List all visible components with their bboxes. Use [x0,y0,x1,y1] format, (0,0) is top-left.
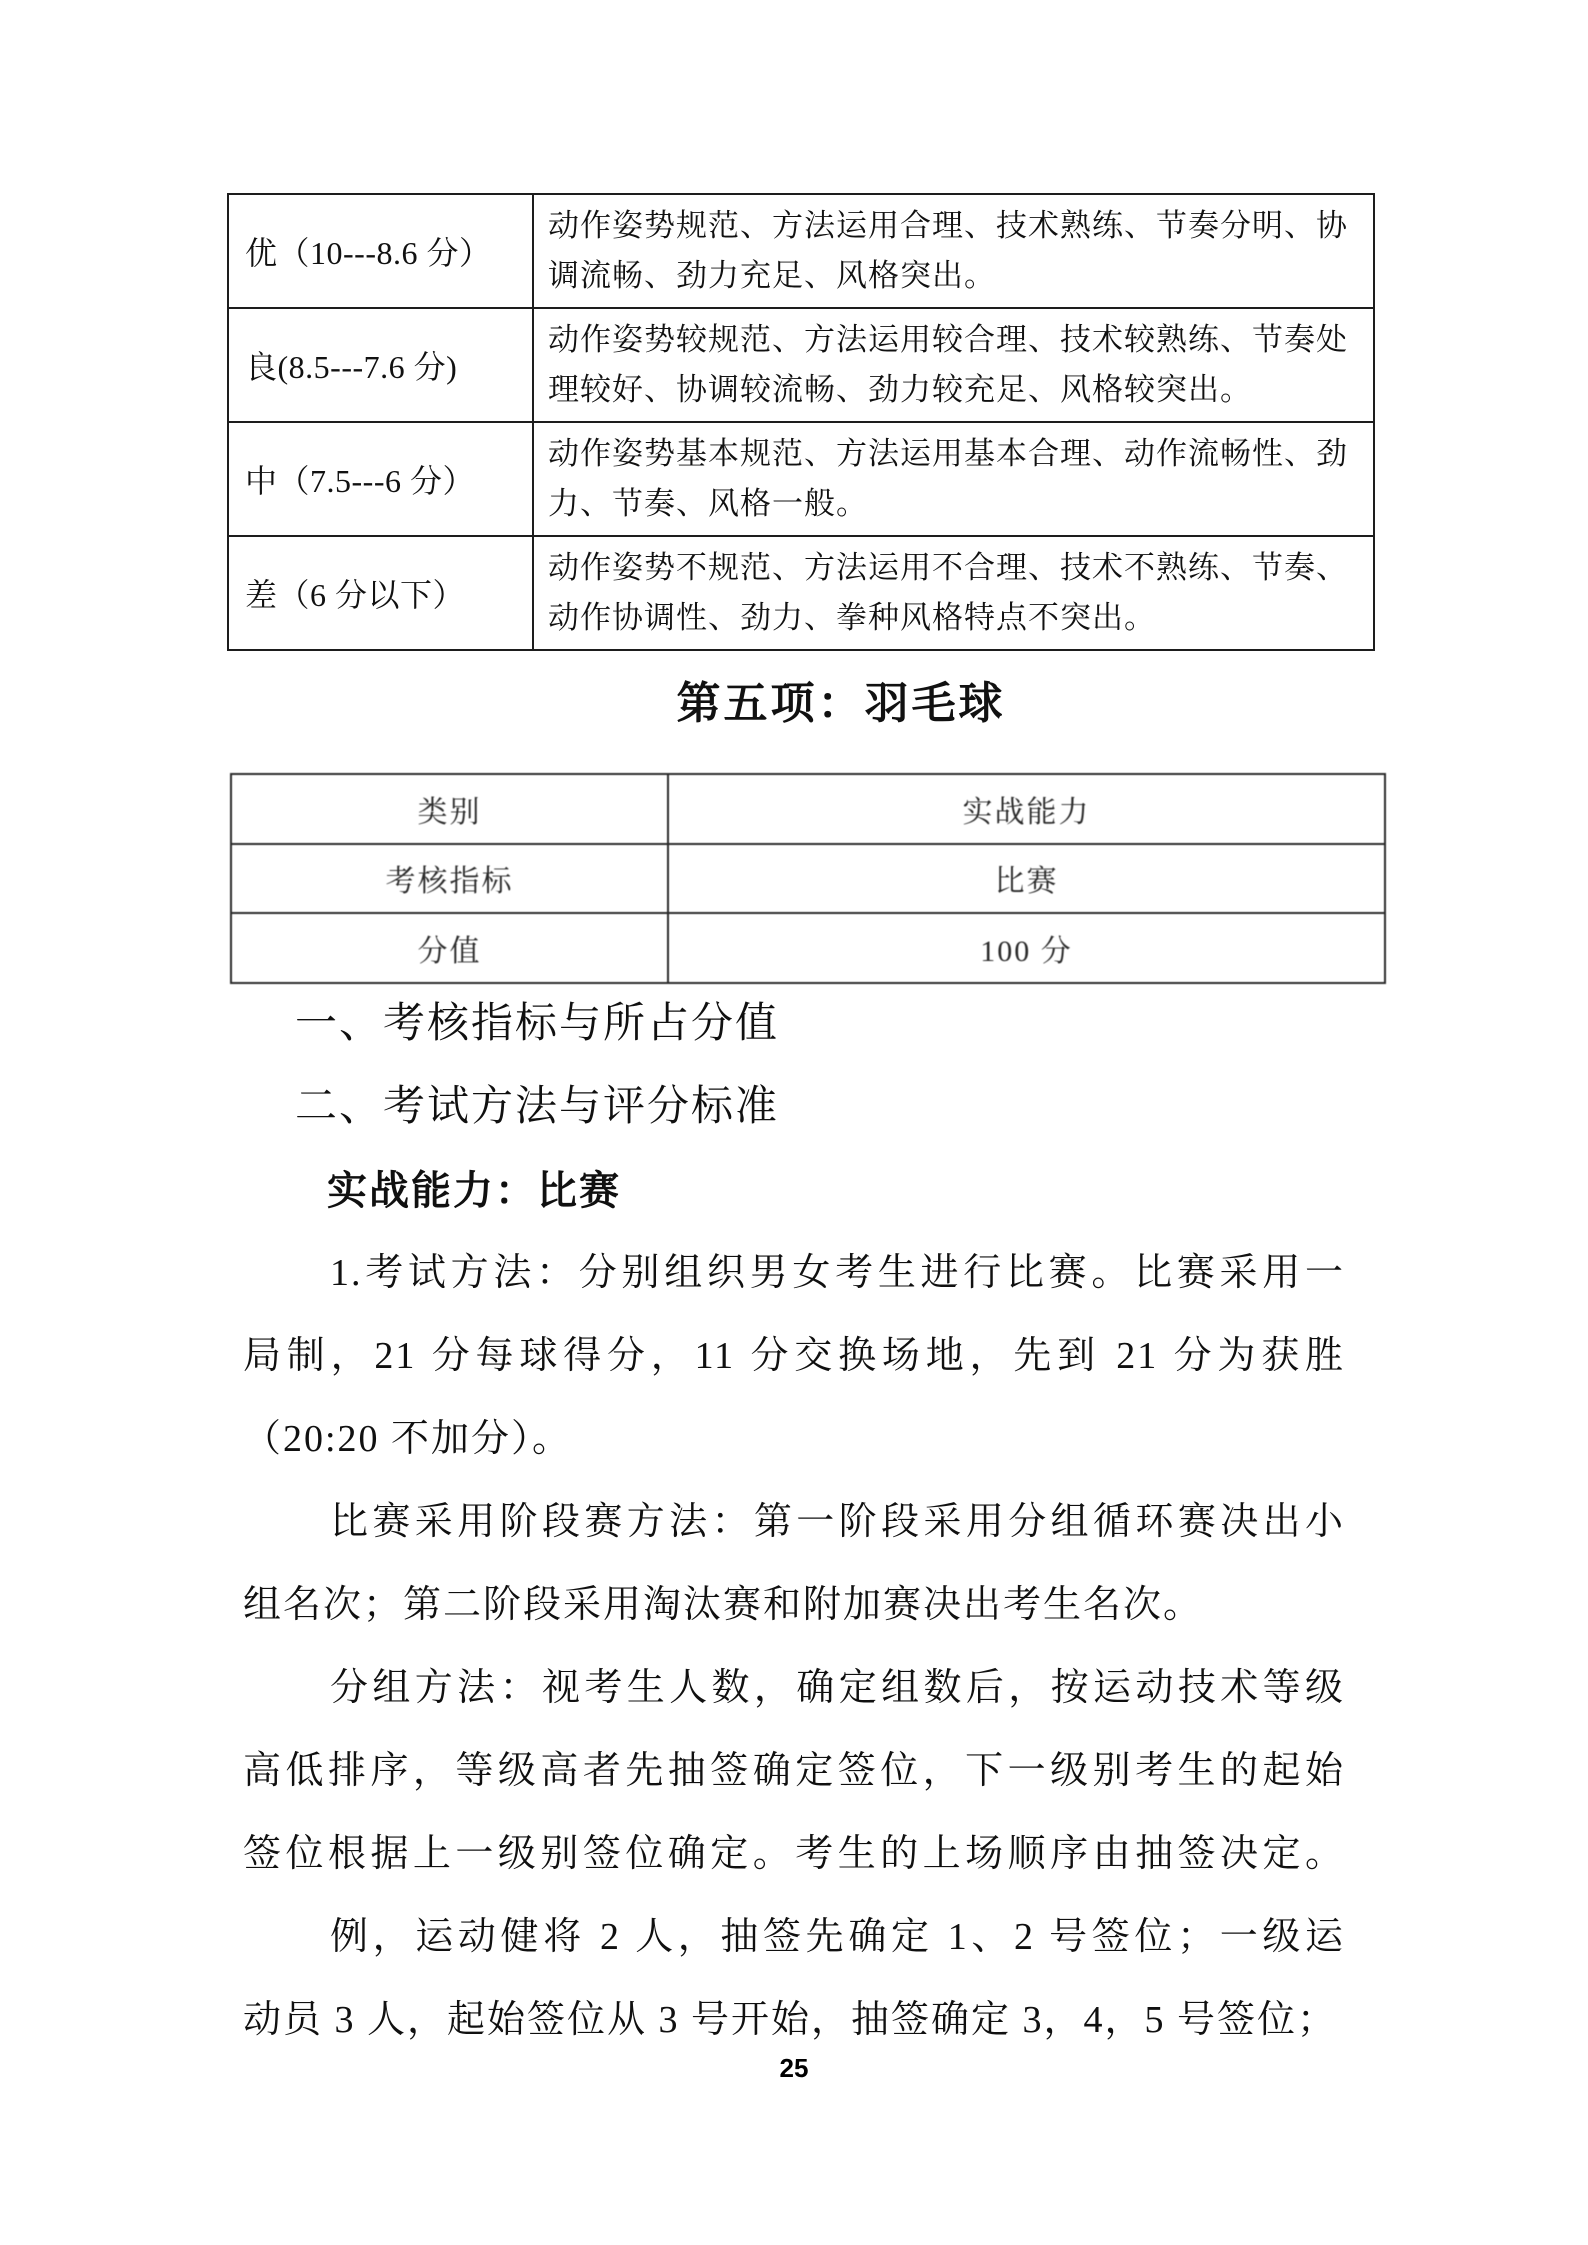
table-row [228,308,1374,422]
table-row [228,194,1374,308]
body-line: 1.考试方法：分别组织男女考生进行比赛。比赛采用一 [330,1252,1345,1294]
body-line: 分组方法：视考生人数，确定组数后，按运动技术等级 [330,1667,1345,1709]
table-row [231,844,1385,914]
grade-cell: 差（6 分以下） [228,536,533,650]
summary-value-cell: 100 分 [668,913,1385,983]
summary-value-cell: 比赛 [668,844,1385,914]
grade-desc-cell: 动作姿势不规范、方法运用不合理、技术不熟练、节奏、动作协调性、劲力、拳种风格特点不突出。 [533,536,1374,650]
grading-table [227,193,1375,651]
table-row [228,422,1374,536]
table-row [231,774,1385,844]
body-line: 例，运动健将 2 人，抽签先确定 1、2 号签位；一级运 [330,1916,1345,1958]
page-number: 25 [779,2053,809,2083]
table-row [228,536,1374,650]
grade-desc-cell: 动作姿势基本规范、方法运用基本合理、动作流畅性、劲力、节奏、风格一般。 [533,422,1374,536]
body-line: （20:20 不加分）。 [243,1418,573,1460]
body-line: 局制，21 分每球得分，11 分交换场地，先到 21 分为获胜 [243,1335,1345,1377]
grade-desc-cell: 动作姿势规范、方法运用合理、技术熟练、节奏分明、协调流畅、劲力充足、风格突出。 [533,194,1374,308]
section-heading: 第五项：羽毛球 [676,679,1006,728]
body-line: 签位根据上一级别签位确定。考生的上场顺序由抽签决定。 [243,1833,1345,1875]
summary-label-cell: 分值 [231,913,668,983]
body-line: 实战能力：比赛 [327,1168,621,1213]
summary-value-cell: 实战能力 [668,774,1385,844]
body-line: 比赛采用阶段赛方法：第一阶段采用分组循环赛决出小 [330,1501,1345,1543]
grade-cell: 优（10---8.6 分） [228,194,533,308]
body-text [243,983,1345,2062]
summary-label-cell: 考核指标 [231,844,668,914]
grade-desc-cell: 动作姿势较规范、方法运用较合理、技术较熟练、节奏处理较好、协调较流畅、劲力较充足、风格较突出。 [533,308,1374,422]
grade-cell: 中（7.5---6 分） [228,422,533,536]
badminton-summary-table [230,773,1386,984]
table-row [231,913,1385,983]
summary-label-cell: 类别 [231,774,668,844]
body-line: 二、考试方法与评分标准 [295,1084,780,1130]
body-line: 组名次；第二阶段采用淘汰赛和附加赛决出考生名次。 [243,1584,1204,1626]
body-line: 动员 3 人，起始签位从 3 号开始，抽签确定 3，4，5 号签位； [243,1999,1338,2041]
body-line: 一、考核指标与所占分值 [295,1001,780,1047]
grade-cell: 良(8.5---7.6 分) [228,308,533,422]
body-line: 高低排序，等级高者先抽签确定签位，下一级别考生的起始 [243,1750,1345,1792]
